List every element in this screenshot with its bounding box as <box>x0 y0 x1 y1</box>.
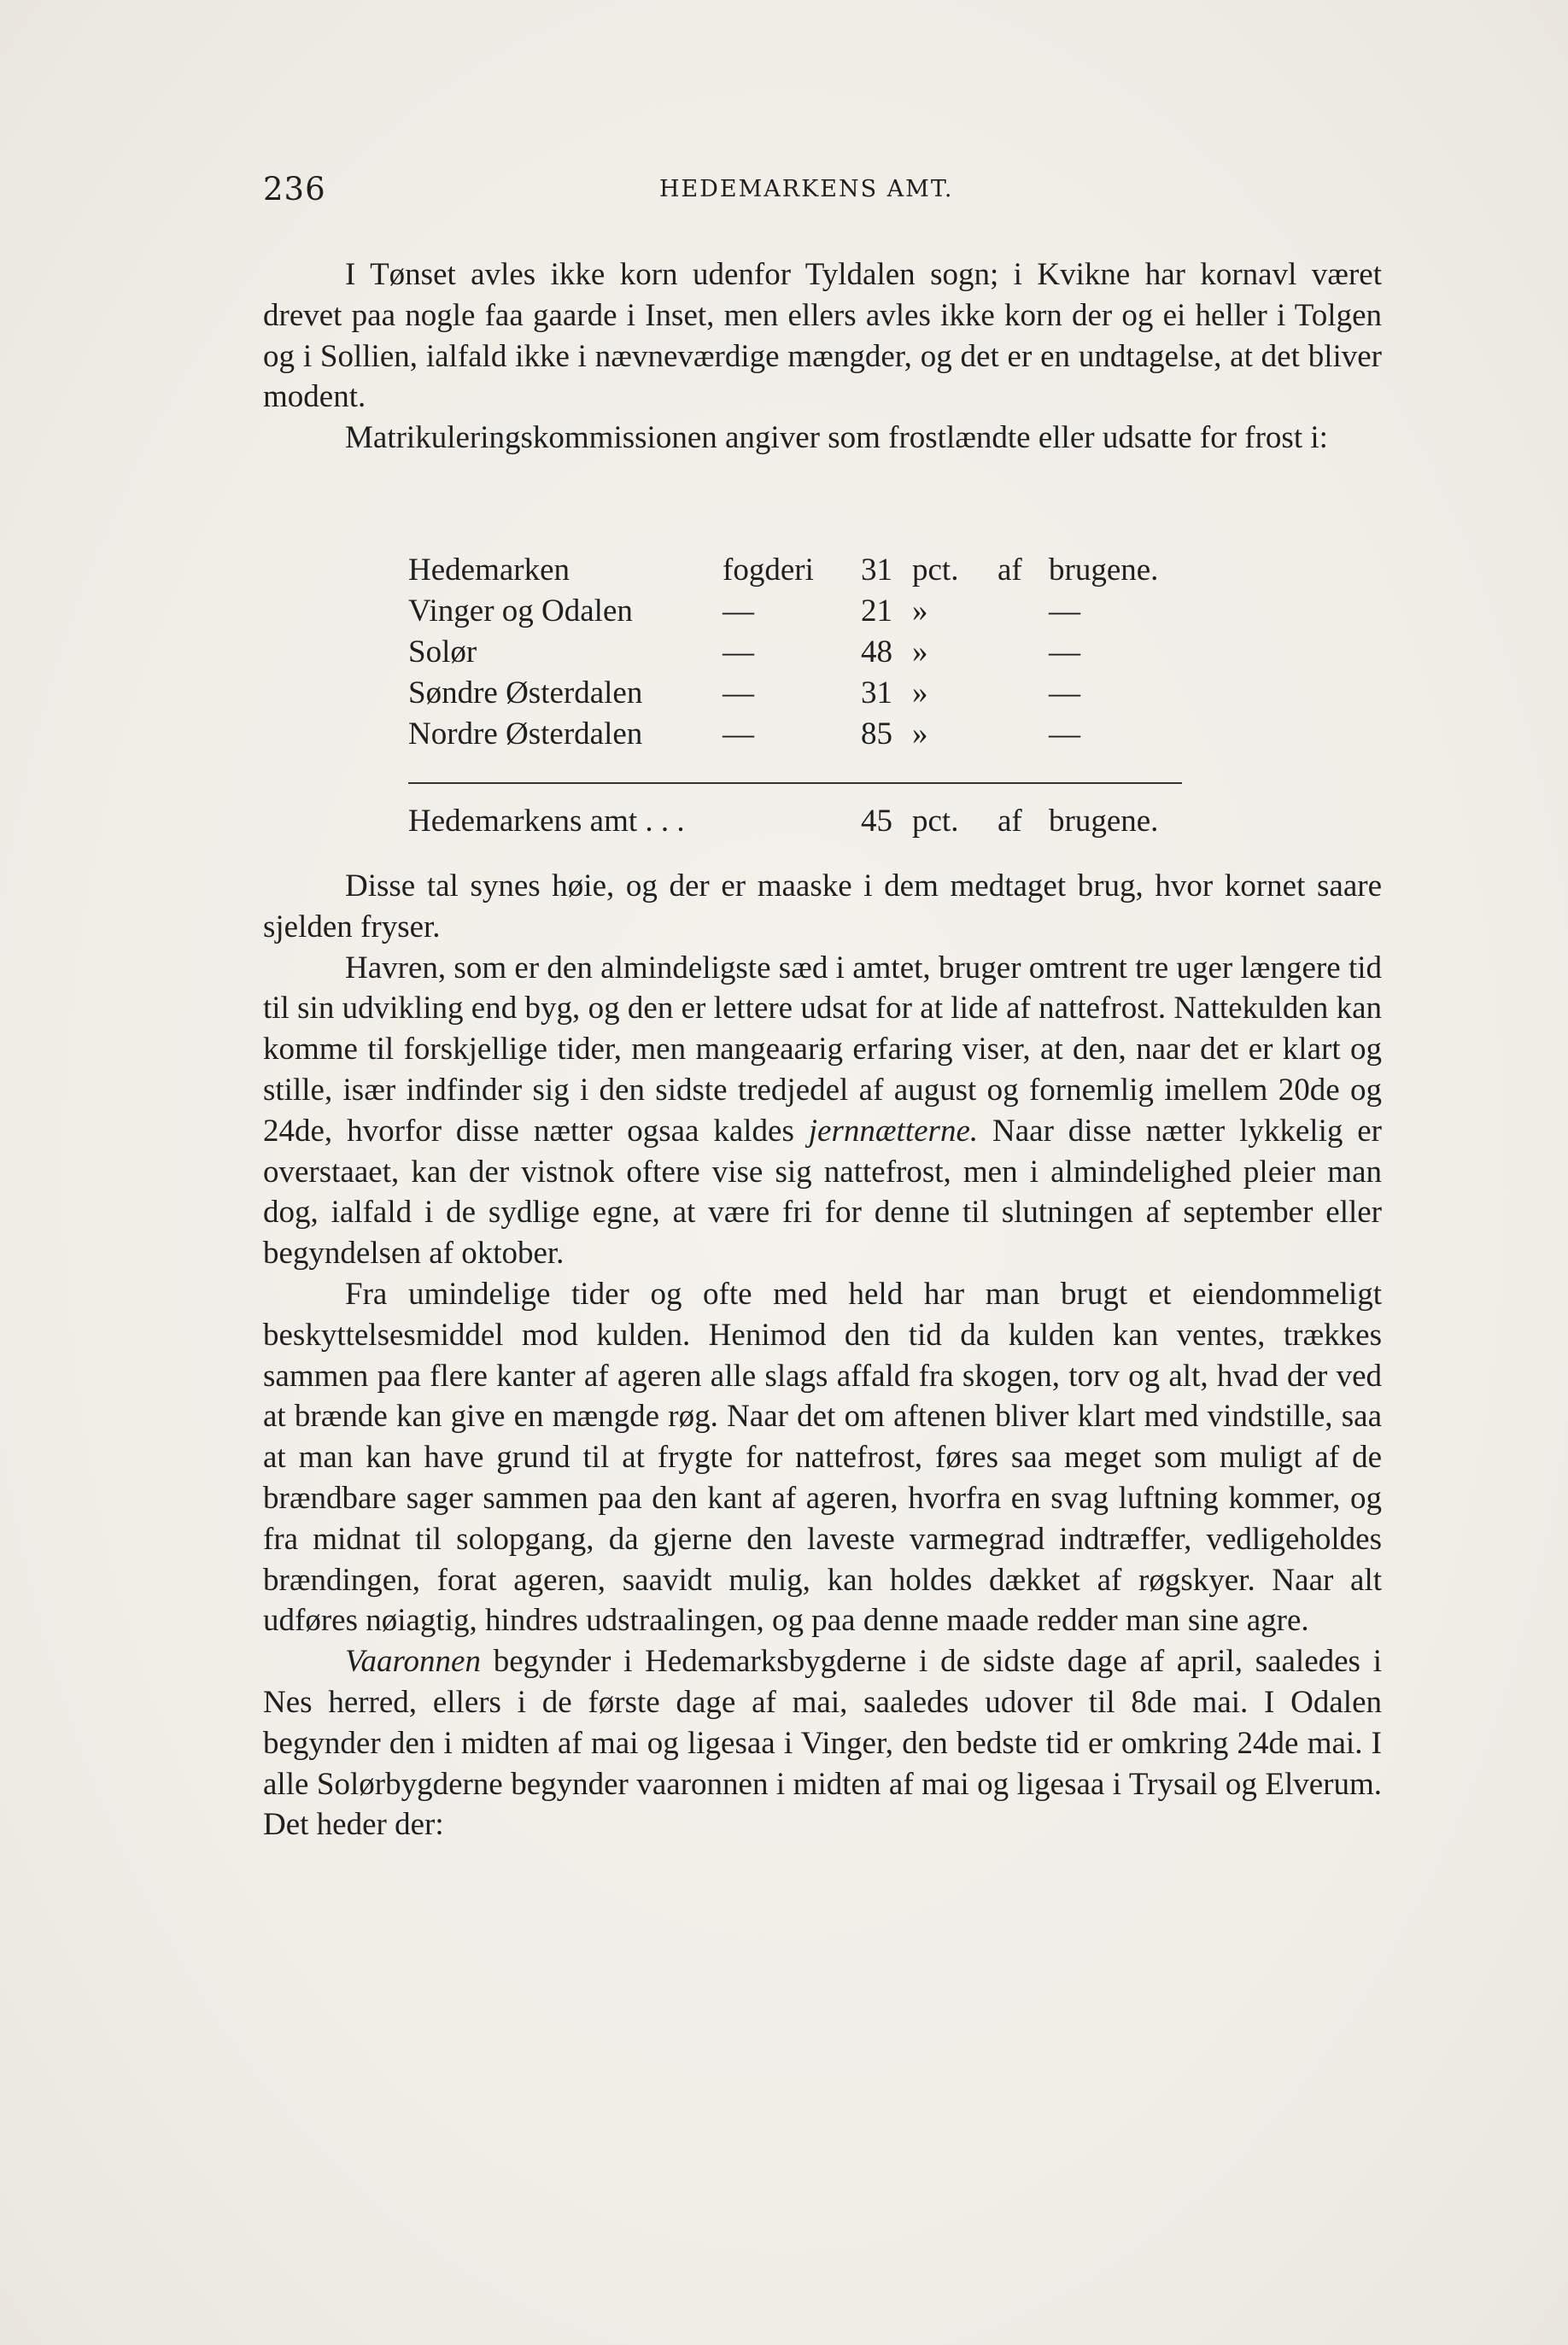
running-head: HEDEMARKENS AMT. <box>659 176 954 202</box>
vaaronnen-term: Vaaronnen <box>345 1644 481 1680</box>
district-percent: 31 <box>861 553 892 588</box>
table-row <box>408 716 1202 757</box>
district-unit: fogderi <box>723 553 814 588</box>
district-percent: 31 <box>861 675 892 711</box>
frost-table <box>408 552 1202 757</box>
district-percent: 21 <box>861 594 892 629</box>
district-unit: — <box>723 716 754 751</box>
ditto-dash: — <box>1049 634 1080 670</box>
total-af-label: af <box>998 804 1022 839</box>
district-name: Nordre Østerdalen <box>408 716 643 751</box>
district-name: Solør <box>408 634 477 670</box>
district-name: Hedemarken <box>408 553 570 588</box>
ditto-dash: — <box>1049 716 1080 751</box>
district-unit: — <box>723 634 754 670</box>
district-name: Vinger og Odalen <box>408 594 633 629</box>
paragraph-disse-tal: Disse tal synes høie, og der er maaske i dem medtaget brug, hvor kornet saare sjelden fryser. <box>263 868 1382 944</box>
total-pct-label: pct. <box>912 804 959 839</box>
table-row <box>408 675 1202 716</box>
havren-text-cont: Naar disse nætter lykkelig er overstaaet, kan der vistnok oftere vise sig nattefrost, men i almindelighed pleier man dog, ialfald i de sydlige egne, at være fri for denne til slutningen af september eller begyndelsen af oktober. <box>263 1113 1382 1272</box>
table-total-row <box>408 803 1202 844</box>
paragraph-havren <box>263 948 1382 1274</box>
district-percent: 85 <box>861 716 892 751</box>
ditto-mark: » <box>912 675 928 711</box>
paragraph-beskyttelse: Fra umindelige tider og ofte med held har man brugt et eiendommeligt beskyttelsesmiddel mod kulden. Henimod den tid da kulden kan ventes, trækkes sammen paa flere kanter af ageren alle slags affald fra skogen, torv og alt, hvad der ved at brænde kan give en mængde røg. Naar det om aftenen bliver klart med vindstille, saa at man kan have grund til at frygte for nattefrost, føres saa meget som muligt af de brændbare sager sammen paa den kant af ageren, hvorfra en svag luftning kommer, og fra midnat til solopgang, da gjerne den laveste varmegrad indtræffer, vedligeholdes brændingen, forat ageren, saavidt mulig, kan holdes dækket af røgskyer. Naar alt udføres nøiagtig, hindres udstraalingen, og paa denne maade redder man sine agre. <box>263 1276 1382 1639</box>
table-row <box>408 634 1202 675</box>
havren-text: Havren, som er den almindeligste sæd i amtet, bruger omtrent tre uger længere tid til sin udvikling end byg, og den er lettere udsat for at lide af nattefrost. Nattekulden kan komme til forskjellige tider, men mangeaarig erfaring viser, at den, naar det er klart og stille, især indfinder sig i den sidste tredjedel af august og fornemlig imellem 20de og 24de, hvorfor disse nætter ogsaa kaldes <box>263 950 1382 1149</box>
page-number: 236 <box>263 171 326 208</box>
pct-label: pct. <box>912 553 959 588</box>
jernnaetterne-term: jernnætterne. <box>808 1113 979 1149</box>
vaaronnen-text: begynder i Hedemarksbygderne i de sidste dage af april, saaledes i Nes herred, ellers i de første dage af mai, saaledes udover til 8de mai. I Odalen begynder den i midten af mai og ligesaa i Vinger, den bedste tid er omkring 24de mai. I alle Solørbygderne begynder vaaronnen i midten af mai og ligesaa i Trysail og Elverum. Det heder der: <box>263 1644 1382 1843</box>
af-label: af <box>998 553 1022 588</box>
ditto-mark: » <box>912 634 928 670</box>
ditto-mark: » <box>912 716 928 751</box>
table-row <box>408 552 1202 593</box>
district-percent: 48 <box>861 634 892 670</box>
brugene-label: brugene. <box>1049 553 1159 588</box>
body-text-top <box>263 254 1382 459</box>
paragraph-vaaronnen <box>263 1641 1382 1845</box>
total-brugene-label: brugene. <box>1049 804 1159 839</box>
table-total-rule <box>408 782 1182 784</box>
paragraph-tonset: I Tønset avles ikke korn udenfor Tyldalen sogn; i Kvikne har kornavl været drevet paa nogle faa gaarde i Inset, men ellers avles ikke korn der og ei heller i Tolgen og i Sollien, ialfald ikke i nævneværdige mængder, og det er en undtagelse, at det bliver modent. <box>263 257 1382 415</box>
paragraph-matrikulering: Matrikuleringskommissionen angiver som frostlændte eller udsatte for frost i: <box>345 420 1328 456</box>
total-name: Hedemarkens amt . . . <box>408 804 685 839</box>
page-header <box>263 171 1382 222</box>
total-percent: 45 <box>861 804 892 839</box>
ditto-mark: » <box>912 594 928 629</box>
ditto-dash: — <box>1049 675 1080 711</box>
table-row <box>408 593 1202 634</box>
ditto-dash: — <box>1049 594 1080 629</box>
district-unit: — <box>723 594 754 629</box>
district-name: Søndre Østerdalen <box>408 675 643 711</box>
district-unit: — <box>723 675 754 711</box>
body-text-bottom <box>263 866 1382 1845</box>
